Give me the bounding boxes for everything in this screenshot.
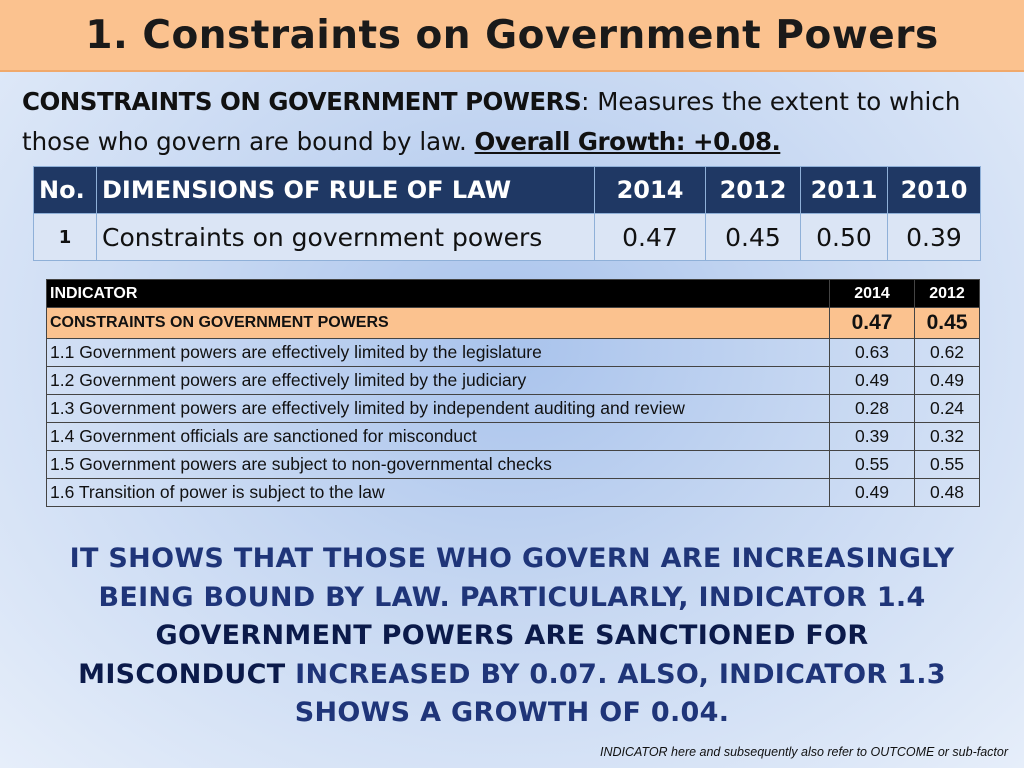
footnote: INDICATOR here and subsequently also refer to OUTCOME or sub-factor xyxy=(599,745,1008,759)
conclusion-line: IT SHOWS THAT THOSE WHO GOVERN ARE INCREASINGLY xyxy=(69,543,955,574)
indicator-value-2014: 0.49 xyxy=(830,479,915,507)
header-year-2010: 2010 xyxy=(888,167,981,214)
intro-paragraph xyxy=(22,82,1012,162)
header-year-2012: 2012 xyxy=(706,167,801,214)
indicator-value-2014: 0.55 xyxy=(830,451,915,479)
value-2010: 0.39 xyxy=(888,214,981,261)
indicator-value-2012: 0.32 xyxy=(915,423,980,451)
table-row xyxy=(47,339,980,367)
aggregate-label: CONSTRAINTS ON GOVERNMENT POWERS xyxy=(47,308,830,339)
aggregate-2014: 0.47 xyxy=(830,308,915,339)
indicator-label: 1.4 Government officials are sanctioned for misconduct xyxy=(47,423,830,451)
indicator-value-2014: 0.39 xyxy=(830,423,915,451)
table-row xyxy=(47,423,980,451)
header-no: No. xyxy=(34,167,97,214)
indicator-value-2012: 0.24 xyxy=(915,395,980,423)
value-2011: 0.50 xyxy=(801,214,888,261)
indicator-label: 1.1 Government powers are effectively limited by the legislature xyxy=(47,339,830,367)
aggregate-row xyxy=(47,308,980,339)
indicator-label: 1.3 Government powers are effectively limited by independent auditing and review xyxy=(47,395,830,423)
dimensions-header-row xyxy=(34,167,981,214)
header-year-2011: 2011 xyxy=(801,167,888,214)
indicator-value-2012: 0.55 xyxy=(915,451,980,479)
conclusion-line-mixed xyxy=(10,656,1014,695)
conclusion-line: BEING BOUND BY LAW. PARTICULARLY, INDICATOR 1.4 xyxy=(98,581,926,613)
indicator-label: 1.5 Government powers are subject to non-governmental checks xyxy=(47,451,830,479)
conclusion-line: SHOWS A GROWTH OF 0.04. xyxy=(294,697,730,728)
indicator-table xyxy=(46,279,980,507)
table-row xyxy=(47,367,980,395)
conclusion-text xyxy=(10,540,1014,733)
indicator-label: 1.2 Government powers are effectively limited by the judiciary xyxy=(47,367,830,395)
row-dimension-name: Constraints on government powers xyxy=(97,214,595,261)
table-row xyxy=(47,395,980,423)
value-2012: 0.45 xyxy=(706,214,801,261)
header-year-2014: 2014 xyxy=(595,167,706,214)
indicator-value-2012: 0.49 xyxy=(915,367,980,395)
header-dimensions: DIMENSIONS OF RULE OF LAW xyxy=(97,167,595,214)
indicator-header-2012: 2012 xyxy=(915,280,980,308)
intro-description: Measures the extent to which those who govern are bound by law. xyxy=(22,87,961,156)
indicator-value-2014: 0.49 xyxy=(830,367,915,395)
indicator-value-2014: 0.63 xyxy=(830,339,915,367)
intro-colon: : xyxy=(581,87,590,116)
title-bar xyxy=(0,0,1024,72)
table-row xyxy=(47,479,980,507)
indicator-label: 1.6 Transition of power is subject to the law xyxy=(47,479,830,507)
conclusion-line: GOVERNMENT POWERS ARE SANCTIONED FOR xyxy=(155,620,869,651)
indicator-value-2014: 0.28 xyxy=(830,395,915,423)
indicator-header-row xyxy=(47,280,980,308)
indicator-header: INDICATOR xyxy=(47,280,830,308)
indicator-value-2012: 0.48 xyxy=(915,479,980,507)
table-row xyxy=(47,451,980,479)
slide-title: 1. Constraints on Government Powers xyxy=(85,12,939,58)
conclusion-emphasis: MISCONDUCT xyxy=(78,658,286,690)
overall-growth: Overall Growth: +0.08. xyxy=(474,127,781,156)
conclusion-line-rest: INCREASED BY 0.07. ALSO, INDICATOR 1.3 xyxy=(285,658,946,690)
indicator-header-2014: 2014 xyxy=(830,280,915,308)
dimensions-data-row xyxy=(34,214,981,261)
intro-heading: CONSTRAINTS ON GOVERNMENT POWERS xyxy=(22,87,582,116)
indicator-value-2012: 0.62 xyxy=(915,339,980,367)
row-no: 1 xyxy=(34,214,97,261)
aggregate-2012: 0.45 xyxy=(915,308,980,339)
value-2014: 0.47 xyxy=(595,214,706,261)
dimensions-table xyxy=(33,166,981,261)
